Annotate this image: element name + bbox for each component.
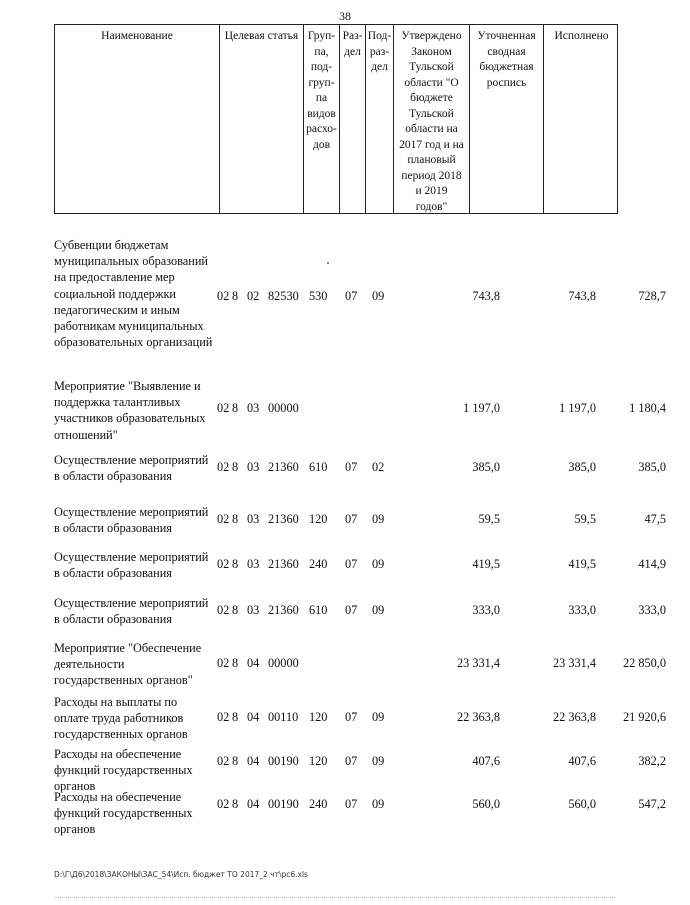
- target-article-direction: 82530: [268, 289, 299, 303]
- executed-amount: 21 920,6: [622, 710, 666, 724]
- row-name: Расходы на обеспечение функций государственных органов: [54, 747, 193, 794]
- target-article-type: 8: [232, 289, 239, 303]
- refined-amount: 333,0: [568, 603, 596, 617]
- row-name: Осуществление мероприятий в области образования: [54, 596, 209, 627]
- target-article-type: 8: [232, 797, 239, 811]
- refined-amount: 59,5: [574, 512, 596, 526]
- target-article-program: 02: [217, 512, 230, 526]
- subsection-code: 02: [372, 460, 385, 474]
- target-article-event: 03: [247, 512, 260, 526]
- target-article-type: 8: [232, 401, 239, 415]
- refined-amount: 407,6: [568, 754, 596, 768]
- target-article-program: 02: [217, 401, 230, 415]
- target-article-direction: 00190: [268, 797, 299, 811]
- approved-amount: 1 197,0: [463, 401, 500, 415]
- approved-amount: 743,8: [472, 289, 500, 303]
- refined-amount: 743,8: [568, 289, 596, 303]
- approved-amount: 385,0: [472, 460, 500, 474]
- header-group: Груп- па, под- груп- па видов расхо- дов: [303, 25, 339, 213]
- target-article-event: 04: [247, 797, 260, 811]
- section-code: 07: [345, 460, 358, 474]
- section-code: 07: [345, 512, 358, 526]
- target-article-event: 03: [247, 401, 260, 415]
- target-article-event: 03: [247, 557, 260, 571]
- scan-edge-line: [55, 897, 615, 898]
- target-article-direction: 21360: [268, 603, 299, 617]
- row-name: Субвенции бюджетам муниципальных образований на предоставление мер социальной поддержки педагогическим и иным работникам муниципальных образовательных организаций: [54, 238, 213, 350]
- target-article-direction: 00000: [268, 656, 299, 670]
- footer-file-path: D:\Г\Д6\2018\ЗАКОНЫ\ЗАС_54\Исп. бюджет ТО 2017_2 чт\рс6.xls: [54, 870, 308, 879]
- target-article-event: 03: [247, 460, 260, 474]
- header-executed: Исполнено: [543, 25, 619, 213]
- expense-group: 120: [309, 710, 328, 724]
- header-refined: Уточненная сводная бюджетная роспись: [469, 25, 543, 213]
- expense-group: 120: [309, 512, 328, 526]
- target-article-type: 8: [232, 656, 239, 670]
- section-code: 07: [345, 797, 358, 811]
- header-target-article: Целевая статья: [219, 25, 303, 213]
- refined-amount: 1 197,0: [559, 401, 596, 415]
- executed-amount: 728,7: [638, 289, 666, 303]
- target-article-program: 02: [217, 656, 230, 670]
- row-name: Мероприятие "Обеспечение деятельности государственных органов": [54, 641, 202, 688]
- header-subsection: Под- раз- дел: [365, 25, 393, 213]
- target-article-event: 03: [247, 603, 260, 617]
- executed-amount: 547,2: [638, 797, 666, 811]
- target-article-direction: 00110: [268, 710, 299, 724]
- target-article-type: 8: [232, 512, 239, 526]
- target-article-event: 04: [247, 710, 260, 724]
- row-name: Расходы на обеспечение функций государственных органов: [54, 790, 193, 837]
- executed-amount: 385,0: [638, 460, 666, 474]
- refined-amount: 23 331,4: [552, 656, 596, 670]
- executed-amount: 382,2: [638, 754, 666, 768]
- approved-amount: 59,5: [478, 512, 500, 526]
- target-article-direction: 21360: [268, 460, 299, 474]
- header-approved: Утверждено Законом Тульской области "О бюджете Тульской области на 2017 год и на плановый период 2018 и 2019 годов": [393, 25, 469, 213]
- approved-amount: 407,6: [472, 754, 500, 768]
- target-article-type: 8: [232, 557, 239, 571]
- executed-amount: 47,5: [644, 512, 666, 526]
- target-article-type: 8: [232, 710, 239, 724]
- target-article-type: 8: [232, 754, 239, 768]
- refined-amount: 22 363,8: [552, 710, 596, 724]
- expense-group: 240: [309, 797, 328, 811]
- subsection-code: 09: [372, 797, 385, 811]
- section-code: 07: [345, 754, 358, 768]
- target-article-program: 02: [217, 289, 230, 303]
- target-article-program: 02: [217, 557, 230, 571]
- approved-amount: 560,0: [472, 797, 500, 811]
- subsection-code: 09: [372, 289, 385, 303]
- subsection-code: 09: [372, 557, 385, 571]
- approved-amount: 23 331,4: [456, 656, 500, 670]
- target-article-event: 04: [247, 754, 260, 768]
- executed-amount: 414,9: [638, 557, 666, 571]
- approved-amount: 333,0: [472, 603, 500, 617]
- section-code: 07: [345, 289, 358, 303]
- expense-group: 120: [309, 754, 328, 768]
- refined-amount: 419,5: [568, 557, 596, 571]
- executed-amount: 333,0: [638, 603, 666, 617]
- row-name: Осуществление мероприятий в области образования: [54, 550, 209, 581]
- row-name: Осуществление мероприятий в области образования: [54, 505, 209, 536]
- executed-amount: 1 180,4: [629, 401, 666, 415]
- refined-amount: 385,0: [568, 460, 596, 474]
- page-number: 38: [339, 9, 351, 23]
- subsection-code: 09: [372, 603, 385, 617]
- expense-group: 530: [309, 289, 328, 303]
- target-article-type: 8: [232, 603, 239, 617]
- approved-amount: 419,5: [472, 557, 500, 571]
- row-name: Мероприятие "Выявление и поддержка талантливых участников образовательных отношений": [54, 379, 206, 442]
- scan-speck: [327, 262, 329, 264]
- target-article-direction: 21360: [268, 512, 299, 526]
- expense-group: 240: [309, 557, 328, 571]
- target-article-type: 8: [232, 460, 239, 474]
- target-article-program: 02: [217, 797, 230, 811]
- table-header: [54, 24, 618, 214]
- target-article-program: 02: [217, 710, 230, 724]
- target-article-program: 02: [217, 460, 230, 474]
- subsection-code: 09: [372, 512, 385, 526]
- header-name: Наименование: [101, 30, 173, 42]
- approved-amount: 22 363,8: [456, 710, 500, 724]
- executed-amount: 22 850,0: [622, 656, 666, 670]
- target-article-event: 04: [247, 656, 260, 670]
- target-article-direction: 21360: [268, 557, 299, 571]
- row-name: Осуществление мероприятий в области образования: [54, 453, 209, 484]
- target-article-event: 02: [247, 289, 260, 303]
- subsection-code: 09: [372, 754, 385, 768]
- subsection-code: 09: [372, 710, 385, 724]
- target-article-program: 02: [217, 603, 230, 617]
- expense-group: 610: [309, 603, 328, 617]
- section-code: 07: [345, 710, 358, 724]
- target-article-program: 02: [217, 754, 230, 768]
- target-article-direction: 00000: [268, 401, 299, 415]
- refined-amount: 560,0: [568, 797, 596, 811]
- section-code: 07: [345, 603, 358, 617]
- row-name: Расходы на выплаты по оплате труда работников государственных органов: [54, 695, 188, 742]
- header-section: Раз- дел: [339, 25, 365, 213]
- section-code: 07: [345, 557, 358, 571]
- expense-group: 610: [309, 460, 328, 474]
- target-article-direction: 00190: [268, 754, 299, 768]
